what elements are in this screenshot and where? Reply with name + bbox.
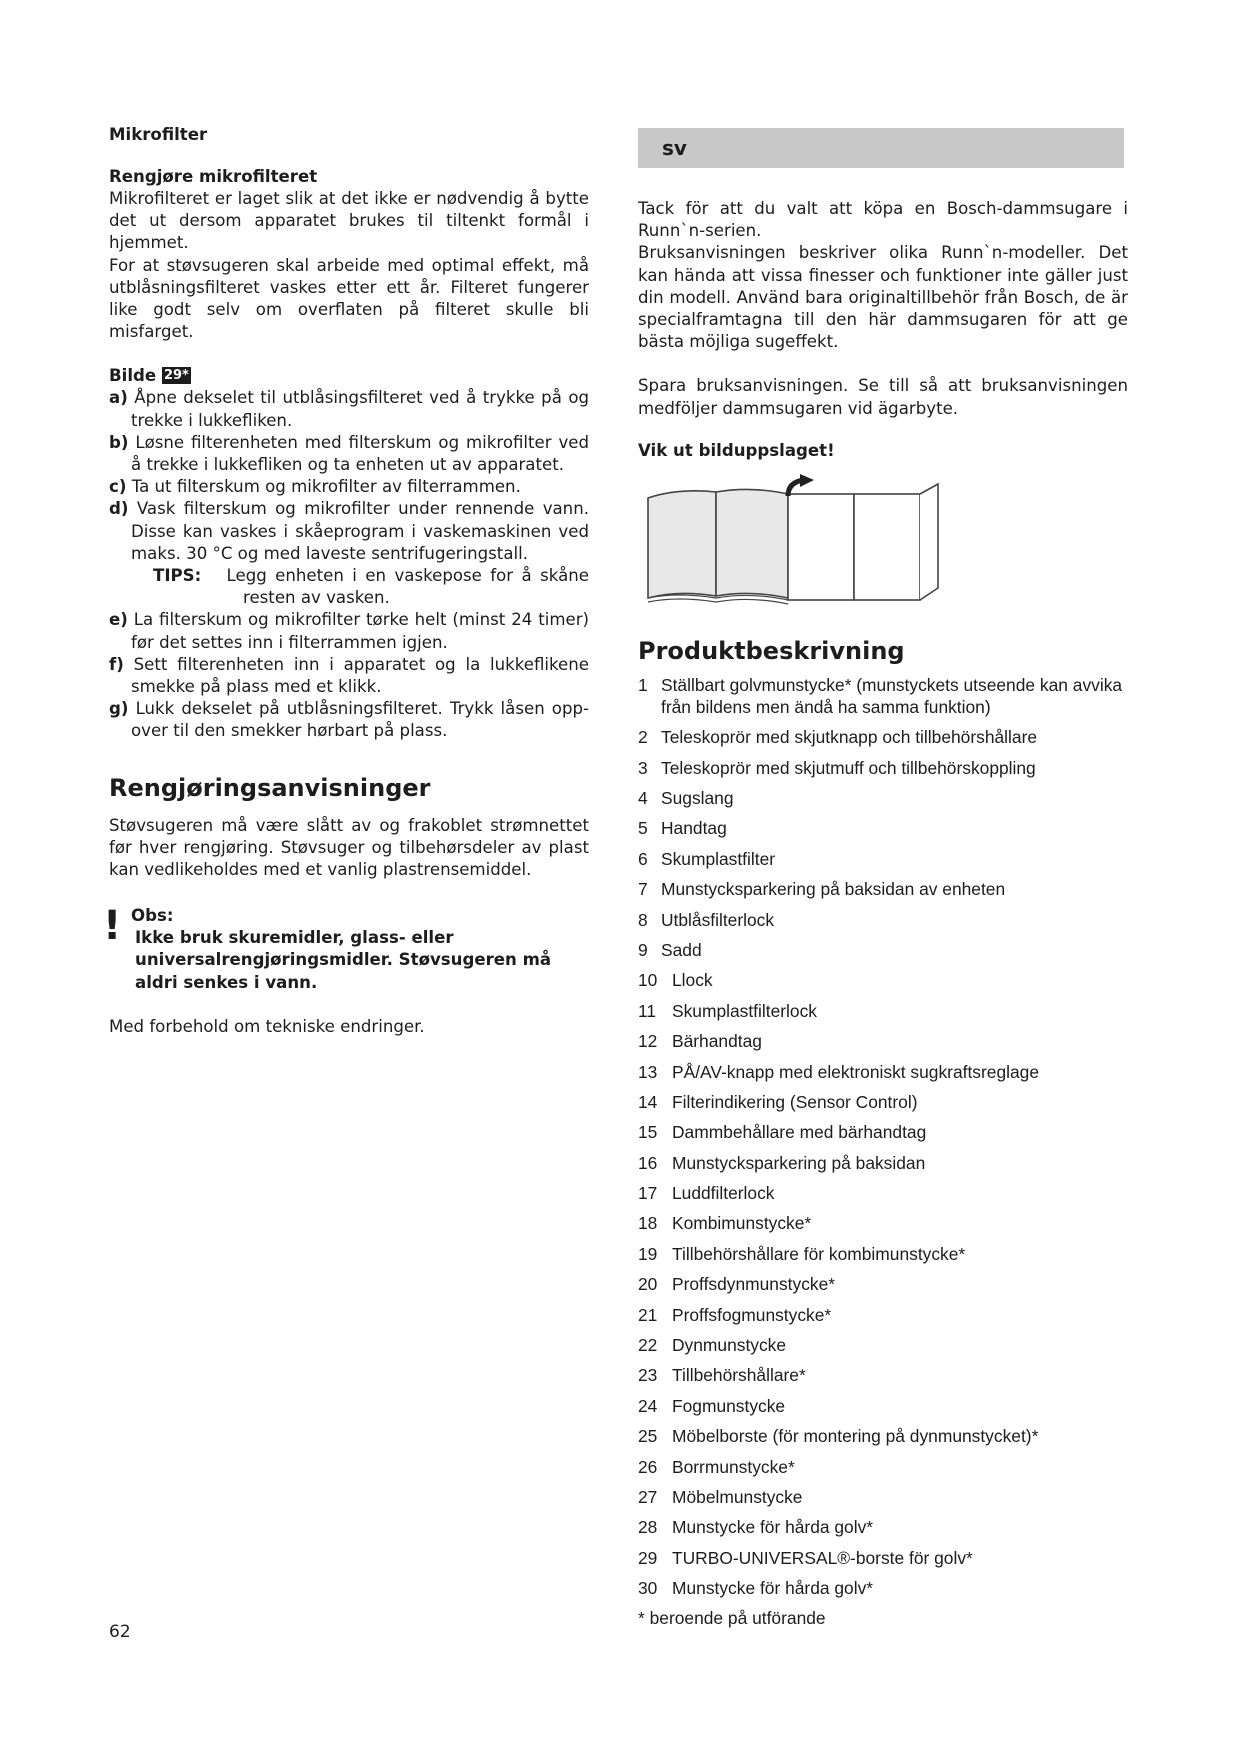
mikrofilter-heading: Mikrofilter [109,125,208,144]
product-description-heading: Produktbeskrivning [638,636,905,665]
list-item: 4 Sugslang [638,788,734,808]
list-item: 13 PÅ/AV-knapp med elektroniskt sugkraftsreglage [638,1061,1040,1082]
list-item: 6 Skumplastfilter [638,848,776,869]
list-item: 8 Utblåsfilterlock [638,909,775,930]
list-item: 27 Möbelmunstycke [638,1486,803,1507]
fold-out-book-illustration [638,474,948,614]
right-column [638,128,1128,1629]
step-b: b) Løsne filterenheten med filterskum og mikrofilter ved å trekke i lukkefliken og ta enheten ut av apparatet. [109,432,590,475]
fold-out-heading: Vik ut bilduppslaget! [638,440,835,460]
rengjore-heading: Rengjøre mikrofilteret [109,167,318,186]
list-item: 10 Llock [638,970,713,991]
list-item: 3 Teleskoprör med skjutmuff och tillbehörskoppling [638,757,1036,778]
step-e: e) La filterskum og mikrofilter tørke helt (minst 24 timer) før det settes inn i filterrammen igjen. [109,610,589,652]
sv-intro-2: Bruksanvisningen beskriver olika Runn`n-modeller. Det kan hända att vissa finesser och funktioner inte gäller just din modell. Använd bara originaltillbehör från Bosch, de är specialframtagna till den här dammsugaren för att ge bästa möjliga sugeffekt. [638,243,1128,352]
intro-paragraph-2: For at støvsugeren skal arbeide med optimal effekt, må utblåsningsfilteret vaskes etter ett år. Filteret fungerer like godt selv om overflaten på filteret skulle bli misfarget. [109,255,589,342]
exclamation-icon: ! [103,903,122,950]
obs-text: Ikke bruk skuremidler, glass- eller universalrengjøringsmidler. Støvsugeren må aldri senkes i vann. [135,928,552,992]
tips-note: TIPS: Legg enheten i en vaskepose for å skåne resten av vasken. [153,566,589,608]
list-item: 28 Munstycke för hårda golv* [638,1517,874,1538]
step-c: c) Ta ut filterskum og mikrofilter av filterrammen. [109,477,521,497]
rengjoringsanvisninger-heading: Rengjøringsanvisninger [109,773,431,802]
list-item: 30 Munstycke för hårda golv* [638,1578,874,1599]
list-item: 21 Proffsfogmunstycke* [638,1304,832,1325]
steps-list [109,387,589,742]
bilde-label: Bilde [109,366,157,386]
left-column [103,124,590,1038]
list-item: 19 Tillbehörshållare för kombimunstycke* [638,1243,966,1264]
step-a: a) Åpne dekselet til utblåsingsfilteret ved å trykke på og trekke i lukkefliken. [109,388,590,430]
intro-paragraph-1: Mikrofilteret er laget slik at det ikke er nødvendig å bytte det ut dersom apparatet brukes til tiltenkt formål i hjemmet. [109,189,589,253]
list-item: 22 Dynmunstycke [638,1335,787,1356]
list-item: 24 Fogmunstycke [638,1395,786,1416]
list-item: 26 Borrmunstycke* [638,1456,795,1477]
list-item: 16 Munstycksparkering på baksidan [638,1152,926,1173]
rengjoring-paragraph: Støvsugeren må være slått av og frakoblet strømnettet før hver rengjøring. Støvsuger og tilbehørsdeler av plast kan vedlikeholdes med et vanlig plastrensemiddel. [109,815,589,880]
list-item: 9 Sadd [638,939,702,960]
forbehold-text: Med forbehold om tekniske endringer. [109,1016,425,1036]
list-item: 7 Munstycksparkering på baksidan av enheten [638,879,1006,900]
list-item: 18 Kombimunstycke* [638,1213,812,1234]
bilde-number-badge: 29* [163,368,189,384]
language-bar: sv [638,128,1124,168]
list-item: 1 Ställbart golvmunstycke* (munstyckets utseende kan avvika från bildens men ändå ha samma funktion) [638,674,1123,717]
sv-intro-1: Tack för att du valt att köpa en Bosch-dammsugare i Runn`n-serien. [638,199,1128,241]
footnote: * beroende på utförande [638,1607,826,1628]
obs-warning [103,903,589,994]
list-item: 17 Luddfilterlock [638,1183,775,1204]
obs-title: Obs: [131,906,174,926]
step-f: f) Sett filterenheten inn i apparatet og la lukkeflikene smekke på plass med et klikk. [109,654,589,697]
list-item: 12 Bärhandtag [638,1031,762,1052]
step-g: g) Lukk dekselet på utblåsningsfilteret. Trykk låsen opp- over til den smekker hørbart på plass. [109,699,590,741]
list-item: 14 Filterindikering (Sensor Control) [638,1091,918,1112]
product-parts-list [638,674,1128,1599]
sv-intro-3: Spara bruksanvisningen. Se till så att bruksanvisningen medföljer dammsugaren vid ägarbyte. [638,376,1128,418]
bilde-heading [109,365,589,387]
list-item: 20 Proffsdynmunstycke* [638,1274,836,1295]
step-d: d) Vask filterskum og mikrofilter under rennende vann. Disse kan vaskes i skåeprogram i vaskemaskinen ved maks. 30 °C og med laveste sentrifugeringstall. [109,499,589,563]
list-item: 2 Teleskoprör med skjutknapp och tillbehörshållare [638,727,1038,748]
list-item: 11 Skumplastfilterlock [638,1000,817,1021]
list-item: 29 TURBO-UNIVERSAL®-borste för golv* [638,1547,973,1568]
page-number: 62 [109,1622,131,1642]
list-item: 15 Dammbehållare med bärhandtag [638,1122,927,1143]
list-item: 25 Möbelborste (för montering på dynmunstycket)* [638,1426,1039,1447]
list-item: 5 Handtag [638,818,727,839]
list-item: 23 Tillbehörshållare* [638,1365,806,1386]
